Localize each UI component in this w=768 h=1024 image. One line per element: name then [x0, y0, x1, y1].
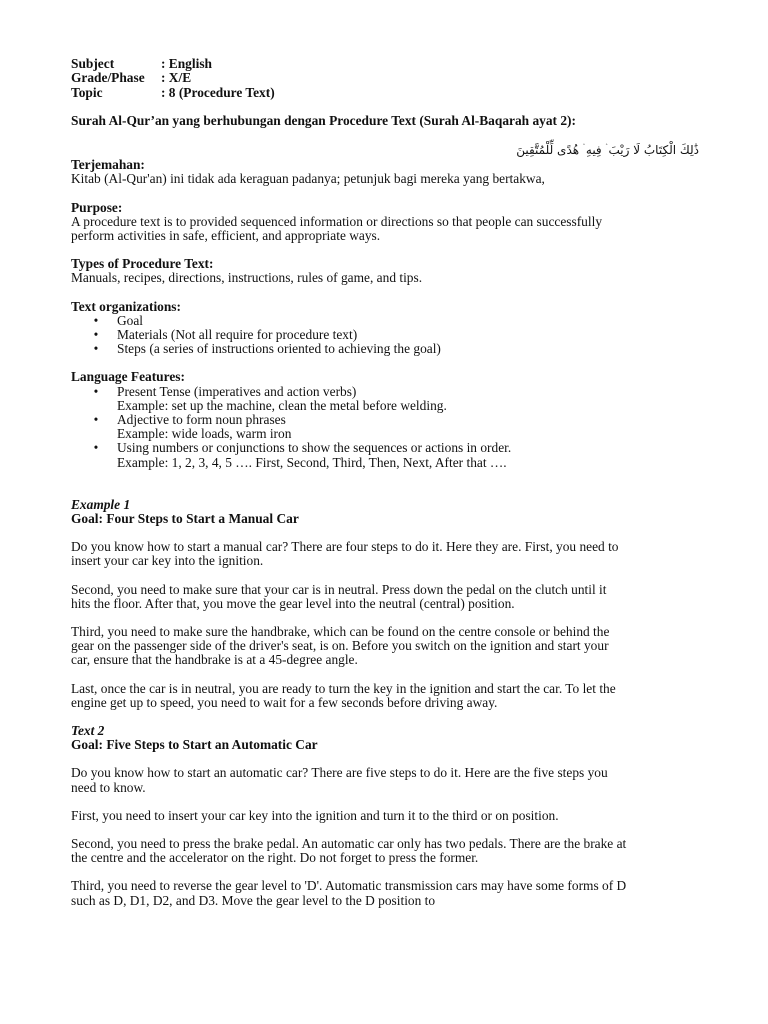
bullet-icon: • — [93, 383, 99, 399]
paragraph-line: insert your car key into the ignition. — [71, 553, 264, 569]
list-item-example: Example: 1, 2, 3, 4, 5 …. First, Second, Third, Then, Next, After that …. — [117, 454, 507, 470]
bullet-icon: • — [93, 312, 99, 328]
paragraph-line: car, ensure that the handbrake is at a 45-degree angle. — [71, 652, 358, 668]
paragraph-line: the centre and the accelerator on the right. Do not forget to press the former. — [71, 850, 479, 866]
paragraph-line: Last, once the car is in neutral, you are ready to turn the key in the ignition and start the car. To let the — [71, 680, 616, 696]
paragraph-line: need to know. — [71, 779, 146, 795]
meta-value: : X/E — [161, 70, 192, 86]
bullet-icon: • — [93, 411, 99, 427]
list-item-text: Present Tense (imperatives and action verbs) — [117, 383, 357, 399]
types-heading: Types of Procedure Text: — [71, 256, 214, 272]
list-item-text: Goal — [117, 312, 144, 328]
example-goal: Goal: Five Steps to Start an Automatic Car — [71, 737, 318, 753]
paragraph-line: engine get up to speed, you need to wait for a few seconds before driving away. — [71, 694, 498, 710]
bullet-icon: • — [93, 326, 99, 342]
list-item-example: Example: wide loads, warm iron — [117, 426, 292, 442]
example-label: Example 1 — [71, 496, 131, 512]
list-item-text: Steps (a series of instructions oriented to achieving the goal) — [117, 341, 441, 357]
paragraph-line: Third, you need to make sure the handbrake, which can be found on the centre console or behind the — [71, 623, 610, 639]
meta-value: : English — [161, 56, 212, 71]
meta-topic — [71, 86, 711, 100]
list-item-text: Adjective to form noun phrases — [117, 411, 286, 427]
purpose-line: A procedure text is to provided sequenced information or directions so that people can successfully — [71, 213, 603, 229]
example-goal: Goal: Four Steps to Start a Manual Car — [71, 510, 299, 526]
list-item-text: Materials (Not all require for procedure text) — [117, 326, 358, 342]
meta-key: Grade/Phase — [71, 70, 145, 86]
list-item-example: Example: set up the machine, clean the metal before welding. — [117, 397, 447, 413]
list-item — [91, 385, 711, 413]
list-item — [91, 342, 711, 356]
bullet-icon: • — [93, 341, 99, 357]
meta-grade — [71, 71, 711, 85]
types-text: Manuals, recipes, directions, instructions, rules of game, and tips. — [71, 270, 423, 286]
list-item — [91, 328, 711, 342]
meta-key: Topic — [71, 84, 103, 100]
paragraph-line: Do you know how to start an automatic car? There are five steps to do it. Here are the five steps you — [71, 765, 608, 781]
example-label: Text 2 — [71, 722, 105, 738]
language-heading: Language Features: — [71, 369, 185, 385]
paragraph-line: hits the floor. After that, you move the gear level into the neutral (central) position. — [71, 595, 515, 611]
bullet-icon: • — [93, 440, 99, 456]
terjemahan-heading: Terjemahan: — [71, 157, 145, 173]
terjemahan-text: Kitab (Al-Qur'an) ini tidak ada keraguan padanya; petunjuk bagi mereka yang bertakwa, — [71, 171, 545, 187]
document-meta — [71, 57, 711, 100]
list-item — [91, 441, 711, 469]
paragraph-line: gear on the passenger side of the driver's seat, is on. Before you switch on the ignition and start your — [71, 638, 609, 654]
language-list — [71, 385, 711, 470]
list-item-text: Using numbers or conjunctions to show the sequences or actions in order. — [117, 440, 512, 456]
paragraph-line: Second, you need to make sure that your car is in neutral. Press down the pedal on the clutch until it — [71, 581, 607, 597]
paragraph-line: Do you know how to start a manual car? There are four steps to do it. Here they are. First, you need to — [71, 539, 619, 555]
paragraph-line: Third, you need to reverse the gear level to 'D'. Automatic transmission cars may have some forms of D — [71, 878, 627, 894]
meta-subject — [71, 57, 711, 71]
purpose-heading: Purpose: — [71, 199, 123, 215]
list-item — [91, 413, 711, 441]
paragraph-line: First, you need to insert your car key into the ignition and turn it to the third or on position. — [71, 807, 559, 823]
arabic-verse: ذَٰلِكَ الْكِتَابُ لَا رَيْبَ ۛ فِيهِ ۛ هُدًى لِّلْمُتَّقِينَ — [516, 143, 699, 158]
meta-key: Subject — [71, 56, 115, 71]
paragraph-line: such as D, D1, D2, and D3. Move the gear level to the D position to — [71, 892, 436, 908]
purpose-line: perform activities in safe, efficient, and appropriate ways. — [71, 227, 381, 243]
surah-heading: Surah Al-Qur’an yang berhubungan dengan Procedure Text (Surah Al-Baqarah ayat 2): — [71, 112, 576, 128]
list-item — [91, 314, 711, 328]
paragraph-line: Second, you need to press the brake pedal. An automatic car only has two pedals. There are the brake at — [71, 836, 627, 851]
organizations-heading: Text organizations: — [71, 298, 181, 314]
meta-value: : 8 (Procedure Text) — [161, 84, 275, 100]
organizations-list — [71, 314, 711, 357]
document-page — [71, 57, 711, 908]
